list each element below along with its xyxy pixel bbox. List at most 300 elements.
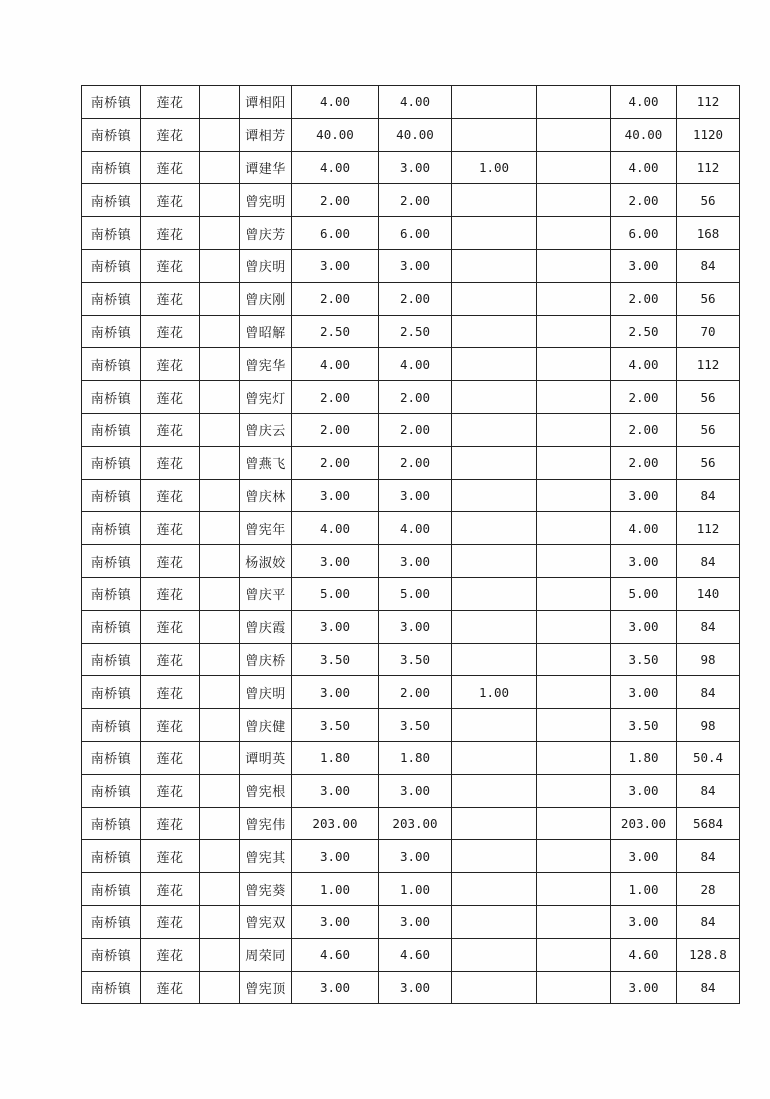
area-b-cell xyxy=(452,741,537,774)
area-b-cell xyxy=(452,86,537,119)
town-cell: 南桥镇 xyxy=(82,545,141,578)
name-cell: 曾宪灯 xyxy=(240,381,292,414)
area-confirmed-cell: 3.00 xyxy=(611,249,677,282)
area-a-cell: 3.00 xyxy=(379,971,452,1004)
area-confirmed-cell: 4.00 xyxy=(611,348,677,381)
blank-cell xyxy=(200,348,240,381)
area-confirmed-cell: 3.00 xyxy=(611,840,677,873)
area-c-cell xyxy=(537,676,611,709)
town-cell: 南桥镇 xyxy=(82,840,141,873)
area-c-cell xyxy=(537,282,611,315)
area-c-cell xyxy=(537,807,611,840)
name-cell: 曾宪年 xyxy=(240,512,292,545)
town-cell: 南桥镇 xyxy=(82,577,141,610)
area-confirmed-cell: 3.50 xyxy=(611,643,677,676)
area-confirmed-cell: 40.00 xyxy=(611,118,677,151)
area-confirmed-cell: 4.60 xyxy=(611,938,677,971)
town-cell: 南桥镇 xyxy=(82,184,141,217)
area-b-cell: 1.00 xyxy=(452,151,537,184)
name-cell: 曾庆云 xyxy=(240,413,292,446)
area-c-cell xyxy=(537,217,611,250)
area-b-cell xyxy=(452,971,537,1004)
area-confirmed-cell: 2.00 xyxy=(611,184,677,217)
town-cell: 南桥镇 xyxy=(82,151,141,184)
village-cell: 莲花 xyxy=(141,807,200,840)
village-cell: 莲花 xyxy=(141,348,200,381)
name-cell: 曾庆刚 xyxy=(240,282,292,315)
area-b-cell xyxy=(452,840,537,873)
amount-cell: 168 xyxy=(677,217,740,250)
area-a-cell: 3.00 xyxy=(379,610,452,643)
area-confirmed-cell: 4.00 xyxy=(611,151,677,184)
area-total-cell: 203.00 xyxy=(292,807,379,840)
name-cell: 曾庆明 xyxy=(240,249,292,282)
area-confirmed-cell: 3.00 xyxy=(611,479,677,512)
area-c-cell xyxy=(537,971,611,1004)
name-cell: 曾庆霞 xyxy=(240,610,292,643)
town-cell: 南桥镇 xyxy=(82,709,141,742)
table-row xyxy=(82,676,740,709)
area-total-cell: 4.00 xyxy=(292,151,379,184)
area-b-cell xyxy=(452,184,537,217)
table-row xyxy=(82,577,740,610)
amount-cell: 84 xyxy=(677,479,740,512)
town-cell: 南桥镇 xyxy=(82,741,141,774)
area-confirmed-cell: 4.00 xyxy=(611,512,677,545)
amount-cell: 112 xyxy=(677,86,740,119)
name-cell: 杨淑姣 xyxy=(240,545,292,578)
area-confirmed-cell: 6.00 xyxy=(611,217,677,250)
amount-cell: 128.8 xyxy=(677,938,740,971)
area-a-cell: 2.00 xyxy=(379,676,452,709)
table-row xyxy=(82,840,740,873)
village-cell: 莲花 xyxy=(141,151,200,184)
name-cell: 曾宪明 xyxy=(240,184,292,217)
area-b-cell xyxy=(452,249,537,282)
area-total-cell: 2.00 xyxy=(292,381,379,414)
table-row xyxy=(82,86,740,119)
area-confirmed-cell: 3.00 xyxy=(611,971,677,1004)
town-cell: 南桥镇 xyxy=(82,381,141,414)
area-total-cell: 4.00 xyxy=(292,512,379,545)
area-confirmed-cell: 4.00 xyxy=(611,86,677,119)
blank-cell xyxy=(200,545,240,578)
amount-cell: 84 xyxy=(677,610,740,643)
area-c-cell xyxy=(537,151,611,184)
area-total-cell: 3.00 xyxy=(292,676,379,709)
blank-cell xyxy=(200,512,240,545)
village-cell: 莲花 xyxy=(141,184,200,217)
area-a-cell: 3.00 xyxy=(379,249,452,282)
blank-cell xyxy=(200,873,240,906)
name-cell: 曾宪华 xyxy=(240,348,292,381)
area-b-cell xyxy=(452,709,537,742)
table-row xyxy=(82,905,740,938)
amount-cell: 84 xyxy=(677,249,740,282)
area-confirmed-cell: 2.00 xyxy=(611,413,677,446)
area-b-cell xyxy=(452,905,537,938)
table-row xyxy=(82,479,740,512)
town-cell: 南桥镇 xyxy=(82,282,141,315)
area-b-cell xyxy=(452,315,537,348)
name-cell: 曾宪顶 xyxy=(240,971,292,1004)
village-cell: 莲花 xyxy=(141,610,200,643)
village-cell: 莲花 xyxy=(141,86,200,119)
blank-cell xyxy=(200,413,240,446)
village-cell: 莲花 xyxy=(141,413,200,446)
blank-cell xyxy=(200,118,240,151)
data-table xyxy=(81,85,740,1004)
name-cell: 周荣同 xyxy=(240,938,292,971)
village-cell: 莲花 xyxy=(141,938,200,971)
area-c-cell xyxy=(537,774,611,807)
table-row xyxy=(82,643,740,676)
area-confirmed-cell: 3.00 xyxy=(611,905,677,938)
area-confirmed-cell: 5.00 xyxy=(611,577,677,610)
blank-cell xyxy=(200,676,240,709)
area-confirmed-cell: 203.00 xyxy=(611,807,677,840)
amount-cell: 98 xyxy=(677,643,740,676)
amount-cell: 56 xyxy=(677,184,740,217)
area-b-cell xyxy=(452,217,537,250)
table-row xyxy=(82,446,740,479)
table-row xyxy=(82,217,740,250)
area-c-cell xyxy=(537,86,611,119)
town-cell: 南桥镇 xyxy=(82,938,141,971)
area-a-cell: 2.50 xyxy=(379,315,452,348)
table-row xyxy=(82,938,740,971)
village-cell: 莲花 xyxy=(141,446,200,479)
area-c-cell xyxy=(537,840,611,873)
amount-cell: 56 xyxy=(677,282,740,315)
area-b-cell xyxy=(452,807,537,840)
blank-cell xyxy=(200,446,240,479)
village-cell: 莲花 xyxy=(141,709,200,742)
area-a-cell: 4.00 xyxy=(379,86,452,119)
area-total-cell: 2.00 xyxy=(292,282,379,315)
table-body xyxy=(82,86,740,1004)
village-cell: 莲花 xyxy=(141,741,200,774)
name-cell: 曾庆明 xyxy=(240,676,292,709)
area-c-cell xyxy=(537,413,611,446)
area-a-cell: 3.00 xyxy=(379,774,452,807)
area-total-cell: 2.00 xyxy=(292,413,379,446)
town-cell: 南桥镇 xyxy=(82,479,141,512)
area-c-cell xyxy=(537,249,611,282)
table-row xyxy=(82,184,740,217)
amount-cell: 56 xyxy=(677,413,740,446)
area-b-cell xyxy=(452,118,537,151)
area-total-cell: 2.00 xyxy=(292,446,379,479)
area-a-cell: 203.00 xyxy=(379,807,452,840)
area-total-cell: 3.00 xyxy=(292,840,379,873)
area-c-cell xyxy=(537,118,611,151)
village-cell: 莲花 xyxy=(141,512,200,545)
area-b-cell xyxy=(452,938,537,971)
area-total-cell: 2.00 xyxy=(292,184,379,217)
town-cell: 南桥镇 xyxy=(82,676,141,709)
area-b-cell xyxy=(452,413,537,446)
area-a-cell: 3.00 xyxy=(379,479,452,512)
table-row xyxy=(82,741,740,774)
name-cell: 谭相芳 xyxy=(240,118,292,151)
area-a-cell: 4.00 xyxy=(379,512,452,545)
amount-cell: 84 xyxy=(677,971,740,1004)
area-a-cell: 3.50 xyxy=(379,709,452,742)
name-cell: 曾宪根 xyxy=(240,774,292,807)
town-cell: 南桥镇 xyxy=(82,774,141,807)
name-cell: 曾燕飞 xyxy=(240,446,292,479)
town-cell: 南桥镇 xyxy=(82,807,141,840)
area-total-cell: 3.50 xyxy=(292,709,379,742)
area-a-cell: 1.80 xyxy=(379,741,452,774)
area-a-cell: 3.00 xyxy=(379,905,452,938)
table-row xyxy=(82,545,740,578)
village-cell: 莲花 xyxy=(141,643,200,676)
name-cell: 曾昭解 xyxy=(240,315,292,348)
village-cell: 莲花 xyxy=(141,971,200,1004)
area-confirmed-cell: 1.80 xyxy=(611,741,677,774)
blank-cell xyxy=(200,971,240,1004)
amount-cell: 112 xyxy=(677,151,740,184)
town-cell: 南桥镇 xyxy=(82,86,141,119)
table-row xyxy=(82,249,740,282)
area-total-cell: 3.00 xyxy=(292,545,379,578)
town-cell: 南桥镇 xyxy=(82,249,141,282)
name-cell: 谭明英 xyxy=(240,741,292,774)
area-total-cell: 3.00 xyxy=(292,249,379,282)
area-confirmed-cell: 3.00 xyxy=(611,676,677,709)
blank-cell xyxy=(200,643,240,676)
town-cell: 南桥镇 xyxy=(82,348,141,381)
village-cell: 莲花 xyxy=(141,545,200,578)
area-total-cell: 6.00 xyxy=(292,217,379,250)
area-confirmed-cell: 3.00 xyxy=(611,610,677,643)
blank-cell xyxy=(200,840,240,873)
town-cell: 南桥镇 xyxy=(82,413,141,446)
town-cell: 南桥镇 xyxy=(82,643,141,676)
area-total-cell: 3.00 xyxy=(292,905,379,938)
area-b-cell xyxy=(452,479,537,512)
area-c-cell xyxy=(537,381,611,414)
village-cell: 莲花 xyxy=(141,577,200,610)
table-row xyxy=(82,807,740,840)
table-row xyxy=(82,774,740,807)
area-c-cell xyxy=(537,610,611,643)
area-c-cell xyxy=(537,545,611,578)
area-c-cell xyxy=(537,446,611,479)
area-c-cell xyxy=(537,512,611,545)
blank-cell xyxy=(200,807,240,840)
village-cell: 莲花 xyxy=(141,479,200,512)
area-c-cell xyxy=(537,479,611,512)
town-cell: 南桥镇 xyxy=(82,873,141,906)
amount-cell: 50.4 xyxy=(677,741,740,774)
area-total-cell: 3.50 xyxy=(292,643,379,676)
blank-cell xyxy=(200,381,240,414)
table-row xyxy=(82,348,740,381)
area-b-cell xyxy=(452,643,537,676)
town-cell: 南桥镇 xyxy=(82,217,141,250)
amount-cell: 84 xyxy=(677,840,740,873)
village-cell: 莲花 xyxy=(141,118,200,151)
table-row xyxy=(82,971,740,1004)
area-confirmed-cell: 3.00 xyxy=(611,774,677,807)
village-cell: 莲花 xyxy=(141,676,200,709)
amount-cell: 112 xyxy=(677,512,740,545)
area-total-cell: 4.00 xyxy=(292,86,379,119)
area-a-cell: 6.00 xyxy=(379,217,452,250)
town-cell: 南桥镇 xyxy=(82,610,141,643)
area-b-cell xyxy=(452,282,537,315)
blank-cell xyxy=(200,151,240,184)
village-cell: 莲花 xyxy=(141,840,200,873)
area-a-cell: 2.00 xyxy=(379,413,452,446)
blank-cell xyxy=(200,938,240,971)
amount-cell: 70 xyxy=(677,315,740,348)
amount-cell: 140 xyxy=(677,577,740,610)
amount-cell: 1120 xyxy=(677,118,740,151)
area-total-cell: 1.80 xyxy=(292,741,379,774)
village-cell: 莲花 xyxy=(141,381,200,414)
name-cell: 曾庆健 xyxy=(240,709,292,742)
amount-cell: 56 xyxy=(677,446,740,479)
area-confirmed-cell: 2.00 xyxy=(611,282,677,315)
area-b-cell xyxy=(452,381,537,414)
area-b-cell xyxy=(452,512,537,545)
table-row xyxy=(82,282,740,315)
blank-cell xyxy=(200,610,240,643)
village-cell: 莲花 xyxy=(141,905,200,938)
blank-cell xyxy=(200,217,240,250)
area-b-cell xyxy=(452,348,537,381)
village-cell: 莲花 xyxy=(141,249,200,282)
area-confirmed-cell: 2.00 xyxy=(611,381,677,414)
area-c-cell xyxy=(537,184,611,217)
area-total-cell: 3.00 xyxy=(292,971,379,1004)
name-cell: 曾庆平 xyxy=(240,577,292,610)
area-c-cell xyxy=(537,938,611,971)
area-total-cell: 3.00 xyxy=(292,774,379,807)
blank-cell xyxy=(200,479,240,512)
area-a-cell: 4.60 xyxy=(379,938,452,971)
name-cell: 曾宪其 xyxy=(240,840,292,873)
area-c-cell xyxy=(537,873,611,906)
town-cell: 南桥镇 xyxy=(82,971,141,1004)
blank-cell xyxy=(200,315,240,348)
area-c-cell xyxy=(537,643,611,676)
table-row xyxy=(82,381,740,414)
area-confirmed-cell: 3.00 xyxy=(611,545,677,578)
blank-cell xyxy=(200,577,240,610)
area-c-cell xyxy=(537,741,611,774)
village-cell: 莲花 xyxy=(141,774,200,807)
amount-cell: 5684 xyxy=(677,807,740,840)
area-total-cell: 40.00 xyxy=(292,118,379,151)
name-cell: 曾庆桥 xyxy=(240,643,292,676)
blank-cell xyxy=(200,774,240,807)
blank-cell xyxy=(200,184,240,217)
area-b-cell xyxy=(452,774,537,807)
area-a-cell: 3.00 xyxy=(379,545,452,578)
name-cell: 曾宪双 xyxy=(240,905,292,938)
blank-cell xyxy=(200,709,240,742)
area-b-cell xyxy=(452,545,537,578)
amount-cell: 84 xyxy=(677,676,740,709)
area-c-cell xyxy=(537,315,611,348)
table-row xyxy=(82,610,740,643)
area-a-cell: 4.00 xyxy=(379,348,452,381)
table-row xyxy=(82,118,740,151)
table-row xyxy=(82,512,740,545)
area-c-cell xyxy=(537,905,611,938)
amount-cell: 84 xyxy=(677,774,740,807)
blank-cell xyxy=(200,282,240,315)
area-total-cell: 3.00 xyxy=(292,610,379,643)
amount-cell: 84 xyxy=(677,545,740,578)
town-cell: 南桥镇 xyxy=(82,512,141,545)
area-total-cell: 3.00 xyxy=(292,479,379,512)
name-cell: 曾宪葵 xyxy=(240,873,292,906)
blank-cell xyxy=(200,86,240,119)
area-c-cell xyxy=(537,577,611,610)
area-confirmed-cell: 2.00 xyxy=(611,446,677,479)
amount-cell: 112 xyxy=(677,348,740,381)
village-cell: 莲花 xyxy=(141,217,200,250)
name-cell: 曾宪伟 xyxy=(240,807,292,840)
area-a-cell: 3.00 xyxy=(379,840,452,873)
village-cell: 莲花 xyxy=(141,315,200,348)
area-confirmed-cell: 3.50 xyxy=(611,709,677,742)
area-a-cell: 2.00 xyxy=(379,282,452,315)
town-cell: 南桥镇 xyxy=(82,446,141,479)
area-b-cell xyxy=(452,446,537,479)
table-row xyxy=(82,709,740,742)
area-a-cell: 2.00 xyxy=(379,381,452,414)
town-cell: 南桥镇 xyxy=(82,315,141,348)
name-cell: 曾庆芳 xyxy=(240,217,292,250)
area-total-cell: 4.00 xyxy=(292,348,379,381)
name-cell: 曾庆林 xyxy=(240,479,292,512)
area-a-cell: 40.00 xyxy=(379,118,452,151)
blank-cell xyxy=(200,249,240,282)
area-b-cell xyxy=(452,577,537,610)
table-row xyxy=(82,151,740,184)
village-cell: 莲花 xyxy=(141,873,200,906)
area-b-cell: 1.00 xyxy=(452,676,537,709)
table-row xyxy=(82,315,740,348)
area-c-cell xyxy=(537,709,611,742)
amount-cell: 28 xyxy=(677,873,740,906)
amount-cell: 84 xyxy=(677,905,740,938)
area-a-cell: 1.00 xyxy=(379,873,452,906)
area-confirmed-cell: 1.00 xyxy=(611,873,677,906)
table-row xyxy=(82,873,740,906)
area-b-cell xyxy=(452,610,537,643)
amount-cell: 98 xyxy=(677,709,740,742)
area-a-cell: 2.00 xyxy=(379,446,452,479)
blank-cell xyxy=(200,741,240,774)
name-cell: 谭相阳 xyxy=(240,86,292,119)
area-b-cell xyxy=(452,873,537,906)
amount-cell: 56 xyxy=(677,381,740,414)
town-cell: 南桥镇 xyxy=(82,905,141,938)
area-c-cell xyxy=(537,348,611,381)
table-row xyxy=(82,413,740,446)
area-a-cell: 3.50 xyxy=(379,643,452,676)
village-cell: 莲花 xyxy=(141,282,200,315)
blank-cell xyxy=(200,905,240,938)
